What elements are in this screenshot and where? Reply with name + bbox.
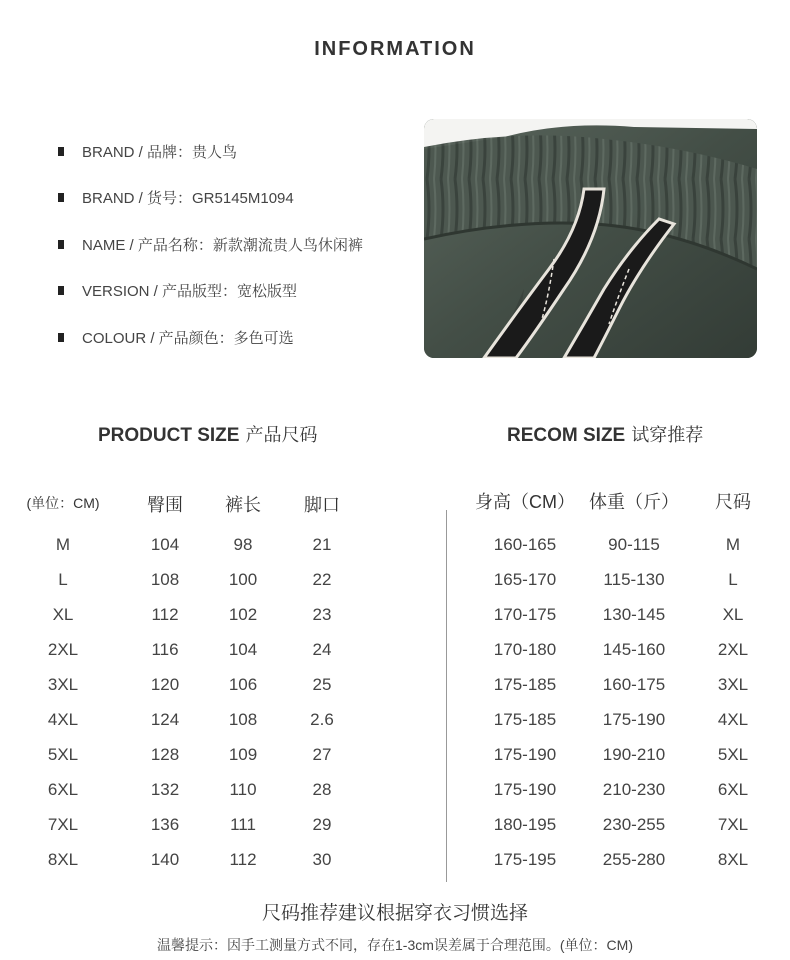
product-table-cell: 132 <box>150 780 180 799</box>
recom-table-cell: 6XL <box>717 780 749 799</box>
info-label: VERSION / 产品版型：宽松版型 <box>82 283 298 301</box>
product-table-cell: 106 <box>228 675 258 694</box>
info-list <box>58 128 363 361</box>
product-table-cell: 7XL <box>47 815 79 834</box>
recom-table-cell: 175-190 <box>493 745 557 764</box>
product-table-cell: 108 <box>228 710 258 729</box>
size-advice: 尺码推荐建议根据穿衣习惯选择 <box>261 903 528 924</box>
product-table-cell: 124 <box>150 710 180 729</box>
product-table-cell: 100 <box>228 570 258 589</box>
bullet-icon <box>58 240 64 249</box>
recom-table-cell: 175-185 <box>493 675 557 694</box>
info-row-name <box>58 221 363 268</box>
info-row-sku <box>58 175 363 222</box>
recom-table-cell: 175-195 <box>493 850 557 869</box>
recom-table-cell: 7XL <box>717 815 749 834</box>
product-table-cell: 30 <box>312 850 332 869</box>
measurement-tip: 温馨提示：因手工测量方式不同，存在1-3cm误差属于合理范围。(单位：CM) <box>157 937 633 953</box>
recom-table-cell: XL <box>722 605 744 624</box>
product-table-cell: XL <box>52 605 74 624</box>
product-table-cell: 28 <box>312 780 332 799</box>
product-table-cell: M <box>55 535 71 554</box>
product-photo <box>424 119 757 358</box>
product-table-cell: 22 <box>312 570 332 589</box>
product-size-title: PRODUCT SIZE 产品尺码 <box>98 425 318 446</box>
product-table-cell: 128 <box>150 745 180 764</box>
product-header-cell: 臀围 <box>147 495 183 515</box>
bullet-icon <box>58 193 64 202</box>
bullet-icon <box>58 147 64 156</box>
recom-table-cell: 180-195 <box>493 815 557 834</box>
recom-table-cell: 160-175 <box>602 675 666 694</box>
product-table-cell: 104 <box>228 640 258 659</box>
info-row-colour <box>58 314 363 361</box>
product-table-cell: 3XL <box>47 675 79 694</box>
product-table-cell: 2.6 <box>310 710 334 729</box>
recom-header-cell: 尺码 <box>715 492 751 512</box>
recom-table-cell: 130-145 <box>602 605 666 624</box>
recom-table-cell: M <box>725 535 741 554</box>
product-table-cell: 104 <box>150 535 180 554</box>
product-table-cell: 21 <box>312 535 332 554</box>
recom-table-cell: 210-230 <box>602 780 666 799</box>
recom-table-cell: 170-180 <box>493 640 557 659</box>
recom-table-cell: 90-115 <box>608 535 660 554</box>
table-divider <box>446 510 447 882</box>
recom-table-cell: 255-280 <box>602 850 666 869</box>
product-table-cell: 110 <box>229 780 257 799</box>
product-header-cell: (单位：CM) <box>26 495 100 511</box>
product-table-cell: 4XL <box>47 710 79 729</box>
recom-table-cell: 145-160 <box>602 640 666 659</box>
recom-size-title: RECOM SIZE 试穿推荐 <box>507 425 704 446</box>
recom-table-cell: 230-255 <box>602 815 666 834</box>
recom-table-cell: 8XL <box>717 850 749 869</box>
product-table-cell: 140 <box>150 850 180 869</box>
recom-table-cell: 190-210 <box>602 745 666 764</box>
product-table-cell: 136 <box>150 815 180 834</box>
info-row-brand <box>58 128 363 175</box>
product-table-cell: 112 <box>151 605 179 624</box>
product-table-cell: 25 <box>312 675 332 694</box>
product-table-cell: 29 <box>312 815 332 834</box>
info-label: BRAND / 品牌：贵人鸟 <box>82 143 238 161</box>
recom-table-cell: 115-130 <box>603 570 665 589</box>
product-table-cell: 27 <box>312 745 332 764</box>
recom-table-cell: 175-190 <box>493 780 557 799</box>
recom-table-cell: L <box>728 570 738 589</box>
product-table-cell: 6XL <box>47 780 79 799</box>
product-table-cell: 120 <box>150 675 180 694</box>
product-table-cell: L <box>58 570 68 589</box>
bullet-icon <box>58 333 64 342</box>
product-table-cell: 23 <box>312 605 332 624</box>
product-header-cell: 脚口 <box>304 495 340 515</box>
product-table-cell: 109 <box>228 745 258 764</box>
recom-table-cell: 175-185 <box>493 710 557 729</box>
product-table-cell: 98 <box>233 535 253 554</box>
pants-waistband-icon <box>424 119 757 358</box>
info-label: NAME / 产品名称：新款潮流贵人鸟休闲裤 <box>82 236 363 254</box>
product-table-cell: 5XL <box>47 745 79 764</box>
product-table-cell: 2XL <box>47 640 79 659</box>
recom-table-cell: 2XL <box>717 640 749 659</box>
product-table-cell: 24 <box>312 640 332 659</box>
product-header-cell: 裤长 <box>225 495 261 515</box>
info-label: BRAND / 货号：GR5145M1094 <box>82 190 294 208</box>
product-table-cell: 8XL <box>47 850 79 869</box>
page-title: INFORMATION <box>314 38 476 60</box>
recom-table-cell: 160-165 <box>493 535 557 554</box>
recom-table-cell: 3XL <box>717 675 749 694</box>
recom-header-cell: 体重（斤） <box>589 492 679 512</box>
recom-table-cell: 5XL <box>717 745 749 764</box>
product-table-cell: 116 <box>151 640 179 659</box>
info-row-version <box>58 268 363 315</box>
bullet-icon <box>58 286 64 295</box>
product-table-cell: 111 <box>230 815 256 834</box>
recom-table-cell: 4XL <box>717 710 749 729</box>
recom-header-cell: 身高（CM） <box>475 492 575 512</box>
product-table-cell: 108 <box>150 570 180 589</box>
info-label: COLOUR / 产品颜色：多色可选 <box>82 329 294 347</box>
recom-table-cell: 165-170 <box>493 570 557 589</box>
product-table-cell: 102 <box>228 605 258 624</box>
product-table-cell: 112 <box>229 850 257 869</box>
recom-table-cell: 175-190 <box>602 710 666 729</box>
recom-table-cell: 170-175 <box>493 605 557 624</box>
